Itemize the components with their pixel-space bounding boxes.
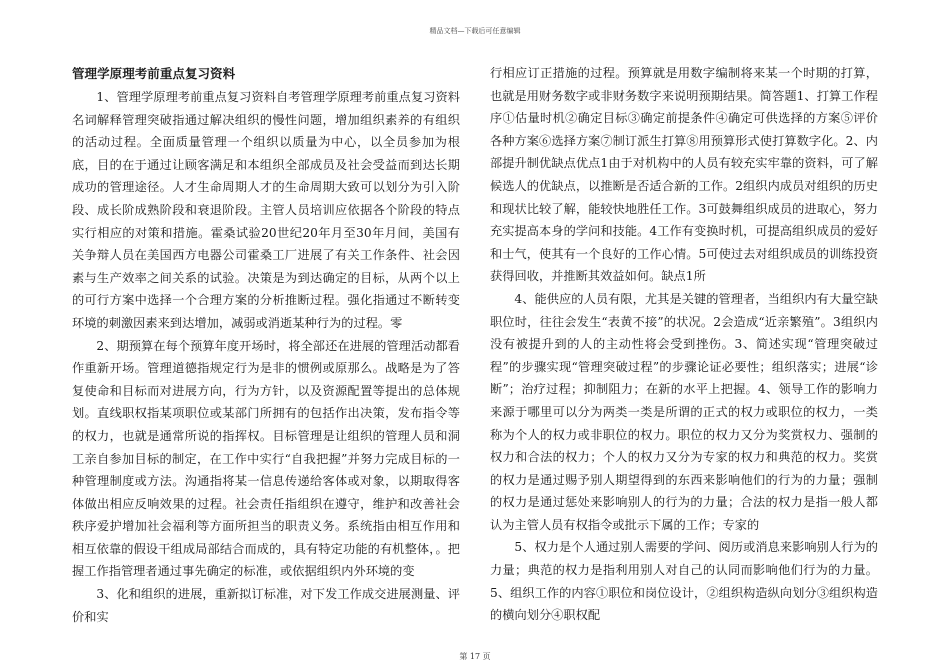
paragraph: 1、管理学原理考前重点复习资料自考管理学原理考前重点复习资料名词解释管理突破指通过解决组织的慢性问题，增加组织素养的有组织的活动过程。全面质量管理一个组织以质量为中心，以全员参加为根底，目的在于通过让顾客满足和本组织全部成员及社会受益而到达长期成功的管理途径。人才生命周期人才的生命周期大致可以划分为引入阶段、成长阶成熟阶段和衰退阶段。主管人员培训应依据各个阶段的特点实行相应的对策和措施。霍桑试验20世纪20年月至30年月间，美国有关争辩人员在美国西方电器公司霍桑工厂进展了有关工作条件、社会因素与生产效率之间关系的试验。决策是为到达确定的目标，从两个以上的可行方案中选择一个合理方案的分析推断过程。强化指通过不断转变环境的刺激因素来到达增加，减弱或消逝某种行为的过程。零 [72,90,460,330]
paragraph-continued: 行相应订正措施的过程。预算就是用数字编制将来某一个时期的打算，也就是用财务数字或非财务数字来说明预期结果。简答题1、打算工作程序①估量时机②确定目标③确定前提条件④确定可供选择的方案⑤评价各种方案⑥选择方案⑦制订派生打算⑧用预算形式使打算数字化。2、内部提升制优缺点优点1由于对机构中的人员有较充实牢靠的资料，可了解候选人的优缺点，以推断是否适合新的工作。2组织内成员对组织的历史和现状比较了解，能较快地胜任工作。3可鼓舞组织成员的进取心，努力充实提高本身的学问和技能。4工作有变换时机，可提高组织成员的爱好和士气，使其有一个良好的工作心情。5可使过去对组织成员的训练投资获得回收，并推断其效益如何。缺点1所 [490,66,878,284]
paragraph: 3、化和组织的进展，重新拟订标准，对下发工作成交进展测量、评价和实 [72,587,460,624]
paragraph: 4、能供应的人员有限，尤其是关键的管理者，当组织内有大量空缺职位时，往往会发生“表黄不接”的状况。2会造成“近亲繁殖”。3组织内没有被提升到的人的主动性将会受到挫伤。3、简述实现“管理突破过程”的步骤实现“管理突破过程”的步骤论证必要性；组织落实；进展“诊断”；治疗过程；抑制阻力；在新的水平上把握。4、领导工作的影响力来源于哪里可以分为两类一类是所谓的正式的权力或职位的权力，一类称为个人的权力或非职位的权力。职位的权力又分为奖赏权力、强制的权力和合法的权力；个人的权力又分为专家的权力和典范的权力。奖赏的权力是通过赐予别人期望得到的东西来影响他们的行为的力量；强制的权力是通过惩处来影响别人的行为的力量；合法的权力是指一般人都认为主管人员有权指令或批示下属的工作；专家的 [490,291,878,532]
page-header: 精品文档—下载后可任意编辑 [429,27,521,35]
document-title: 管理学原理考前重点复习资料 [72,66,236,81]
left-column [72,62,460,628]
right-column [490,62,878,627]
paragraph: 2、期预算在每个预算年度开场时，将全部还在进展的管理活动都看作重新开场。管理道德指规定行为是非的惯例或原那么。战略是为了答复使命和目标而对进展方向，行为方针，以及资源配置等提出的总体规划。直线职权指某项职位或某部门所拥有的包括作出决策，发布指令等的权力，也就是通常所说的指挥权。目标管理是让组织的管理人员和洞工亲自参加目标的制定，在工作中实行“自我把握”并努力完成目标的一种管理制度或方法。沟通指将某一信息传递给客体或对象，以期取得客体做出相应反响效果的过程。社会责任指组织在遵守，维护和改善社会秩序爱护增加社会福利等方面所担当的职责义务。系统指由相互作用和相互依靠的假设干组成局部结合而成的，具有特定功能的有机整体，。把握工作指管理者通过事先确定的标准，或依据组织内外环境的变 [72,338,460,579]
page-number: 第 17 页 [459,652,491,661]
paragraph: 5、权力是个人通过别人需要的学问、阅历或消息来影响别人行为的力量；典范的权力是指利用别人对自己的认同而影响他们行为的力量。5、组织工作的内容①职位和岗位设计，②组织构造纵向划分③组织构造的横向划分④职权配 [490,540,878,623]
